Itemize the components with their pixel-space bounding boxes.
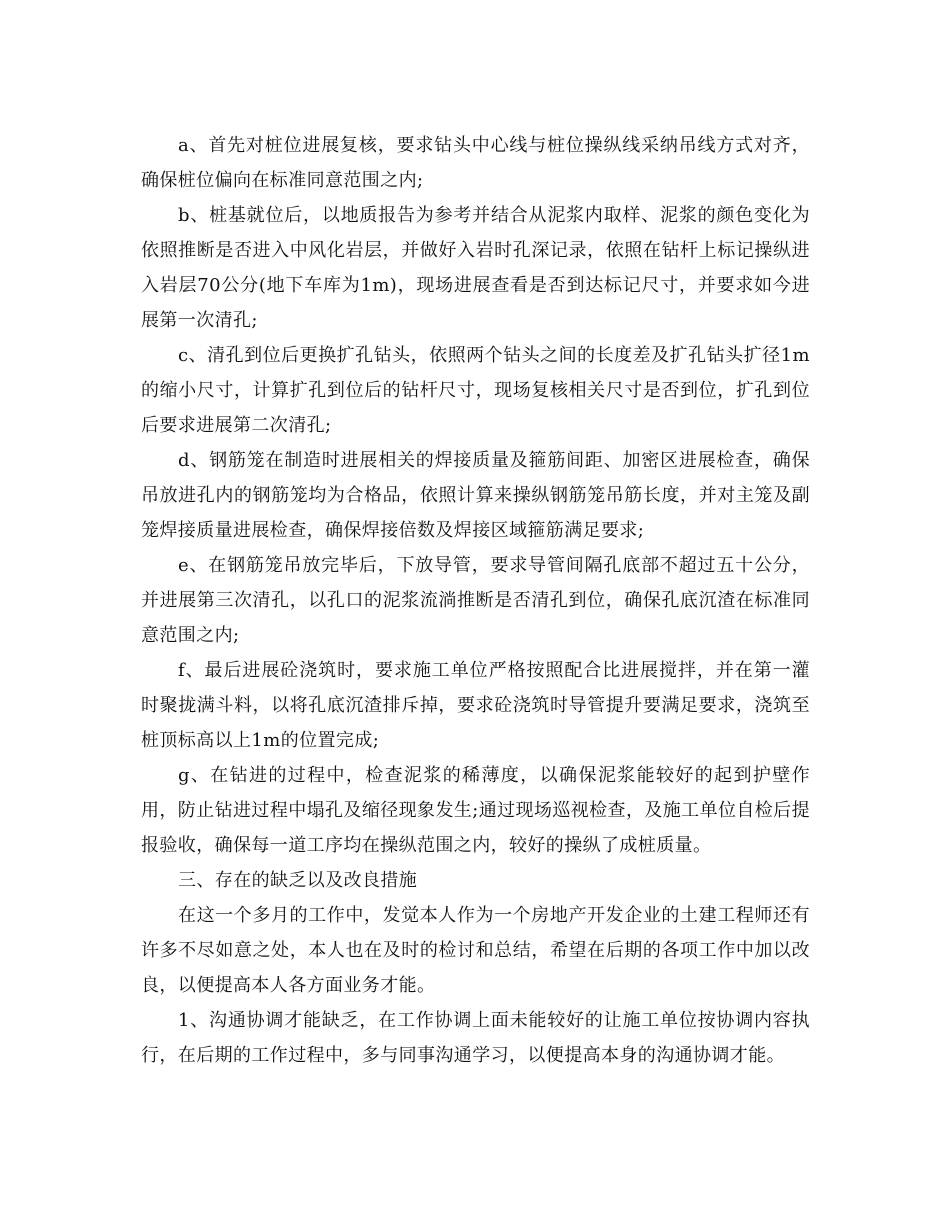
paragraph-self-review: 在这一个多月的工作中，发觉本人作为一个房地产开发企业的土建工程师还有许多不尽如意之处，本人也在及时的检讨和总结，希望在后期的各项工作中加以改良，以便提高本人各方面业务才能。 [141, 905, 810, 996]
paragraph-g-drilling: g、在钻进的过程中，检查泥浆的稀薄度，以确保泥浆能较好的起到护壁作用，防止钻进过程中塌孔及缩径现象发生;通过现场巡视检查，及施工单位自检后提报验收，确保每一道工序均在操纵范围之内，较好的操纵了成桩质量。 [141, 765, 810, 856]
paragraph-f-concrete-pouring: f、最后进展砼浇筑时，要求施工单位严格按照配合比进展搅拌，并在第一灌时聚拢满斗料，以将孔底沉渣排斥掉，要求砼浇筑时导管提升要满足要求，浇筑至桩顶标高以上1m的位置完成; [141, 660, 810, 751]
paragraph-d-rebar-cage: d、钢筋笼在制造时进展相关的焊接质量及箍筋间距、加密区进展检查，确保吊放进孔内的钢筋笼均为合格品，依照计算来操纵钢筋笼吊筋长度，并对主笼及副笼焊接质量进展检查，确保焊接倍数及焊接区域箍筋满足要求; [141, 450, 810, 541]
paragraph-e-conduit: e、在钢筋笼吊放完毕后，下放导管，要求导管间隔孔底部不超过五十公分，并进展第三次清孔，以孔口的泥浆流淌推断是否清孔到位，确保孔底沉渣在标准同意范围之内; [141, 555, 810, 646]
paragraph-b-pile-foundation: b、桩基就位后，以地质报告为参考并结合从泥浆内取样、泥浆的颜色变化为依照推断是否进入中风化岩层，并做好入岩时孔深记录，依照在钻杆上标记操纵进入岩层70公分(地下车库为1m)，现场进展查看是否到达标记尺寸，并要求如今进展第一次清孔; [141, 205, 810, 331]
section-heading-shortcomings: 三、存在的缺乏以及改良措施 [178, 870, 418, 891]
paragraph-1-communication: 1、沟通协调才能缺乏，在工作协调上面未能较好的让施工单位按协调内容执行，在后期的工作过程中，多与同事沟通学习，以便提高本身的沟通协调才能。 [141, 1010, 810, 1066]
document-body [141, 128, 810, 1073]
paragraph-c-reaming: c、清孔到位后更换扩孔钻头，依照两个钻头之间的长度差及扩孔钻头扩径1m的缩小尺寸，计算扩孔到位后的钻杆尺寸，现场复核相关尺寸是否到位，扩孔到位后要求进展第二次清孔; [141, 345, 810, 436]
paragraph-a-pile-position: a、首先对桩位进展复核，要求钻头中心线与桩位操纵线采纳吊线方式对齐，确保桩位偏向在标准同意范围之内; [141, 135, 810, 191]
